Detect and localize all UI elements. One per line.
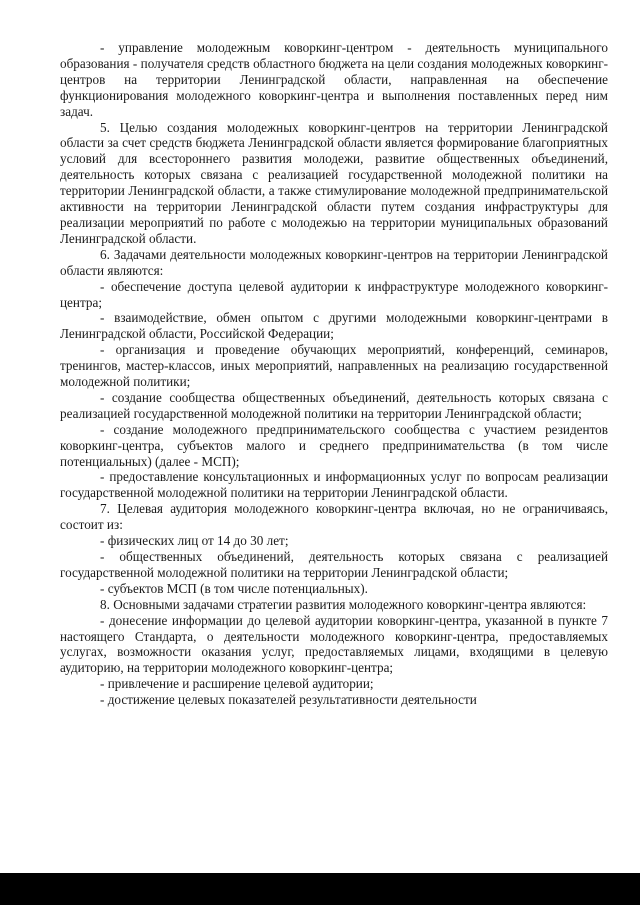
paragraph-7-audience: 7. Целевая аудитория молодежного коворкинг-центра включая, но не ограничиваясь, состоит из:	[60, 501, 608, 533]
list-item-access: - обеспечение доступа целевой аудитории к инфраструктуре молодежного коворкинг-центра;	[60, 278, 608, 310]
list-item-events: - организация и проведение обучающих мероприятий, конференций, семинаров, тренингов, мастер-классов, иных мероприятий, направленных на реализацию государственной молодежной политики;	[60, 342, 608, 390]
paragraph-6-tasks-intro: 6. Задачами деятельности молодежных коворкинг-центров на территории Ленинградской области являются:	[60, 246, 608, 278]
paragraph-5-goal: 5. Целью создания молодежных коворкинг-центров на территории Ленинградской области за счет средств бюджета Ленинградской области является формирование благоприятных условий для всестороннего развития молодежи, развитие общественных объединений, деятельность которых связана с реализацией государственной молодежной политики на территории Ленинградской области, а также стимулирование молодежной предпринимательской активности на территории Ленинградской области путем создания инфраструктуры для реализации мероприятий по работе с молодежью на территории муниципальных образований Ленинградской области.	[60, 119, 608, 246]
list-item-msp: - субъектов МСП (в том числе потенциальных).	[100, 580, 368, 596]
list-item-consulting: - предоставление консультационных и информационных услуг по вопросам реализации государственной молодежной политики на территории Ленинградской области.	[60, 469, 608, 501]
document-page	[60, 40, 608, 708]
paragraph-management-definition: - управление молодежным коворкинг-центром - деятельность муниципального образования - получателя средств областного бюджета на цели создания молодежных коворкинг-центров на территории Ленинградской области, направленная на обеспечение функционирования молодежного коворкинг-центра и выполнения поставленных перед ним задач.	[60, 40, 608, 119]
list-item-individuals: - физических лиц от 14 до 30 лет;	[100, 533, 289, 549]
scan-border	[0, 873, 640, 905]
list-item-associations: - общественных объединений, деятельность которых связана с реализацией государственной молодежной политики на территории Ленинградской области;	[60, 549, 608, 580]
list-item-targets: - достижение целевых показателей результативности деятельности	[100, 692, 477, 708]
list-item-informing: - донесение информации до целевой аудитории коворкинг-центра, указанной в пункте 7 настоящего Стандарта, о деятельности молодежного коворкинг-центра, предоставляемых услугах, возможности оказания услуг, предоставляемых лицами, входящими в целевую аудиторию, на территории молодежного коворкинг-центра;	[60, 612, 608, 676]
list-item-community: - создание сообщества общественных объединений, деятельность которых связана с реализацией государственной молодежной политики на территории Ленинградской области;	[60, 389, 608, 421]
list-item-attraction: - привлечение и расширение целевой аудитории;	[100, 676, 374, 692]
list-item-interaction: - взаимодействие, обмен опытом с другими молодежными коворкинг-центрами в Ленинградской области, Российской Федерации;	[60, 310, 608, 342]
list-item-business-community: - создание молодежного предпринимательского сообщества с участием резидентов коворкинг-центра, субъектов малого и среднего предпринимательства (в том числе потенциальных) (далее - МСП);	[60, 421, 608, 469]
paragraph-8-strategy: 8. Основными задачами стратегии развития молодежного коворкинг-центра являются:	[100, 596, 587, 612]
